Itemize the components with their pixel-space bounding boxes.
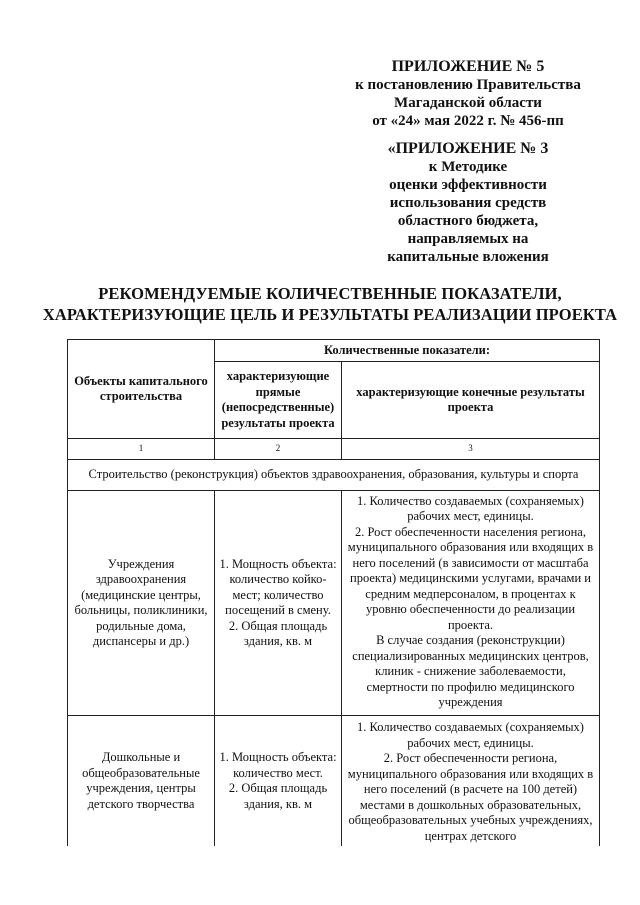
appendix-line-2: Магаданской области: [394, 95, 542, 111]
indicators-table: [67, 339, 600, 846]
direct-result-item: 2. Общая площадь здания, кв. м: [228, 781, 328, 811]
sub-appendix-line: оценки эффективности: [389, 177, 547, 193]
direct-result-item: 2. Общая площадь здания, кв. м: [228, 618, 328, 648]
final-result-item: В случае создания (реконструкции) специализированных медицинских центров, клиник - снижение заболеваемости, смертности по профилю медицинского учреждения: [352, 633, 589, 709]
col-header-direct: характеризующие прямые (непосредственные) результаты проекта: [215, 362, 342, 439]
column-number-row: [68, 439, 600, 460]
col-header-objects: Объекты капитального строительства: [68, 340, 215, 439]
object-cell: Учреждения здравоохранения (медицинские центры, больницы, поликлиники, родильные дома, диспансеры и др.): [68, 491, 215, 716]
final-result-item: 2. Рост обеспеченности региона, муниципального образования или входящих в него поселений (в расчете на 100 детей) местами в дошкольных образовательных, общеобразовательных учебных учреждениях, центрах детского: [347, 751, 594, 843]
table-header-row: [68, 340, 600, 362]
table-row: [68, 491, 600, 716]
final-results-cell: [342, 716, 600, 847]
final-result-item: 1. Количество создаваемых (сохраняемых) рабочих мест, единицы.: [357, 493, 584, 523]
sub-appendix-line: направляемых на: [407, 231, 529, 247]
document-title-line-1: РЕКОМЕНДУЕМЫЕ КОЛИЧЕСТВЕННЫЕ ПОКАЗАТЕЛИ,: [98, 284, 562, 303]
column-number: 1: [68, 439, 215, 460]
direct-results-cell: [215, 491, 342, 716]
appendix-line-1: к постановлению Правительства: [355, 77, 581, 93]
appendix-title: ПРИЛОЖЕНИЕ № 5: [391, 58, 545, 75]
col-header-final: характеризующие конечные результаты проекта: [342, 362, 600, 439]
document-title-line-2: ХАРАКТЕРИЗУЮЩИЕ ЦЕЛЬ И РЕЗУЛЬТАТЫ РЕАЛИЗАЦИИ ПРОЕКТА: [42, 305, 618, 324]
section-row: [68, 460, 600, 491]
direct-result-item: 1. Мощность объекта: количество койко-мест; количество посещений в смену.: [219, 556, 337, 617]
direct-results-cell: [215, 716, 342, 847]
column-number: 2: [215, 439, 342, 460]
sub-appendix-line: капитальные вложения: [387, 249, 549, 265]
document-title: [40, 283, 620, 325]
direct-result-item: 1. Мощность объекта: количество мест.: [219, 750, 337, 780]
sub-appendix-title: «ПРИЛОЖЕНИЕ № 3: [387, 140, 549, 157]
sub-appendix-line: к Методике: [428, 159, 508, 175]
table-row: [68, 716, 600, 847]
appendix-line-3: от «24» мая 2022 г. № 456-пп: [372, 113, 564, 129]
sub-appendix-line: областного бюджета,: [397, 213, 539, 229]
final-result-item: 1. Количество создаваемых (сохраняемых) рабочих мест, единицы.: [357, 720, 584, 750]
object-cell: Дошкольные и общеобразовательные учреждения, центры детского творчества: [68, 716, 215, 847]
col-header-group: Количественные показатели:: [215, 340, 600, 362]
appendix-header: [318, 58, 618, 266]
column-number: 3: [342, 439, 600, 460]
sub-appendix-line: использования средств: [389, 195, 547, 211]
final-results-cell: [342, 491, 600, 716]
section-title: Строительство (реконструкция) объектов здравоохранения, образования, культуры и спорта: [68, 460, 600, 491]
final-result-item: 2. Рост обеспеченности населения региона, муниципального образования или входящих в него поселений (в зависимости от масштаба проекта) медицинскими услугами, врачами и средним медперсоналом, в процентах к уровню обеспеченности до реализации проекта.: [347, 524, 594, 632]
